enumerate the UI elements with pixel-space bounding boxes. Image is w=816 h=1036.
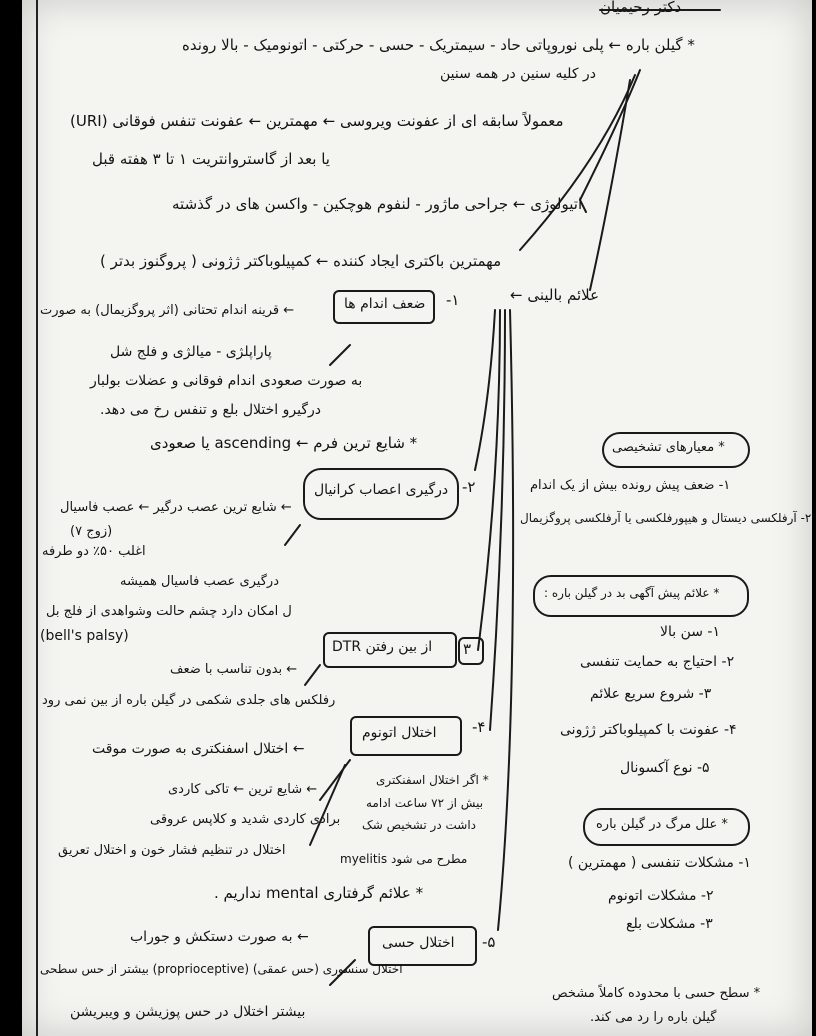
item2-sub3: درگیری عصب فاسیال همیشه (120, 574, 279, 589)
panel3-item2: ۲- مشکلات اتونوم (608, 888, 714, 904)
item2-sub1: (زوج ۷) (70, 524, 113, 539)
item3-box-label: از بین رفتن DTR (332, 639, 433, 655)
panel3-title: * علل مرگ در گیلن باره (596, 817, 728, 832)
item4-sub3: اختلال در تنظیم فشار خون و اختلال تعریق (58, 843, 286, 858)
uri-abbr: (URI) (70, 112, 108, 130)
intro-line-3 (70, 112, 564, 130)
item2-number: ۲- (462, 478, 476, 496)
author-name: دکتر رحیمیان (600, 0, 682, 16)
page-margin-line (36, 0, 38, 1036)
panel2-item4: ۴- عفونت با کمپیلوباکتر ژژونی (560, 722, 737, 738)
item1-sub2: به صورت صعودی اندام فوقانی و عضلات بولبار (90, 373, 363, 389)
panel2-title: * علائم پیش آگهی بد در گیلن باره : (544, 586, 720, 600)
item1-description: ← قرینه اندام تحتانی (اثر پروگزیمال) به صورت (40, 303, 295, 318)
item4-box-label: اختلال اتونوم (362, 725, 437, 741)
panel2-item5: ۵- نوع آکسونال (620, 760, 710, 776)
panel2-item2: ۲- احتیاج به حمایت تنفسی (580, 654, 735, 670)
item5-sub1-suffix: بیشتر از حس سطحی (40, 962, 149, 976)
item2-box-label: درگیری اعصاب کرانیال (314, 482, 449, 498)
item2-sub4: ل امکان دارد چشم حالت وشواهدی از فلج بل (46, 604, 292, 619)
myelitis-term: myelitis (340, 852, 388, 866)
item1-sub1: پاراپلژی - میالژی و فلج شل (110, 344, 272, 360)
intro-line-5: اتیولوژی ← جراحی ماژور - لنفوم هوچکین - واکسن های در گذشته (172, 195, 583, 213)
intro-line-2: در کلیه سنین در همه سنین (440, 66, 596, 82)
item4-sub4 (214, 884, 423, 902)
item1-sub4 (150, 434, 417, 452)
item4-note4-prefix: مطرح می شود (390, 852, 468, 866)
item2-sub2: اغلب ۵۰٪ دو طرفه (42, 544, 146, 559)
intro-line-4: یا بعد از گاستروانتریت ۱ تا ۳ هفته قبل (92, 150, 330, 168)
item2-description: ← شایع ترین عصب درگیر ← عصب فاسیال (60, 500, 292, 515)
item1-number: ۱- (446, 291, 460, 309)
item1-sub4-prefix: * شایع ترین فرم ← (295, 434, 418, 452)
item3-sub1: ← بدون تناسب با ضعف (170, 662, 298, 677)
mental-term: mental (265, 884, 319, 902)
item4-sub2: برادی کاردی شدید و کلاپس عروقی (150, 812, 341, 827)
item4-note3: داشت در تشخیص شک (362, 818, 477, 832)
item4-sub1: ← شایع ترین ← تاکی کاردی (168, 782, 318, 797)
item4-sub4-suffix: نداریم . (214, 884, 262, 902)
signs-label: علائم بالینی ← (510, 286, 600, 304)
item3-sub2: رفلکس های جلدی شکمی در گیلن باره از بین نمی رود (42, 693, 336, 708)
ascending-term: ascending (214, 434, 292, 452)
item4-note1: * اگر اختلال اسفنکتری (376, 773, 489, 787)
panel1-item2: ۲- آرفلکسی دیستال و هیپورفلکسی یا آرفلکسی پروگزیمال (520, 511, 812, 525)
item5-sub2: بیشتر اختلال در حس پوزیشن و ویبریشن (70, 1004, 306, 1020)
panel3-item3: ۳- مشکلات بلع (626, 916, 713, 932)
item4-description: ← اختلال اسفنکتری به صورت موقت (92, 741, 305, 757)
panel2-item1: ۱- سن بالا (660, 624, 721, 640)
panel1-title: * معیارهای تشخیصی (612, 440, 725, 455)
item5-box-label: اختلال حسی (382, 935, 455, 951)
panel1-item1: ۱- ضعف پیش رونده بیش از یک اندام (530, 478, 731, 493)
item4-number: ۴- (472, 718, 486, 736)
item1-sub4-suffix: یا صعودی (150, 434, 210, 452)
intro-line-1: * گیلن باره ← پلی نوروپاتی حاد - سیمتریک - حسی - حرکتی - اتونومیک - بالا رونده (182, 36, 695, 54)
item3-number: ۳ (463, 640, 472, 658)
item4-sub4-prefix: * علائم گرفتاری (323, 884, 424, 902)
intro-line-6: مهمترین باکتری ایجاد کننده ← کمپیلوباکتر ژژونی ( پروگنوز بدتر ) (100, 252, 502, 270)
item1-sub3: درگیرو اختلال بلع و تنفس رخ می دهد. (100, 402, 321, 418)
panel3-item1: ۱- مشکلات تنفسی ( مهمترین ) (568, 855, 751, 871)
item5-sub1-prefix: اختلال سنسوری (حس عمقی) (252, 962, 403, 976)
item5-description: ← به صورت دستکش و جوراب (130, 929, 309, 945)
footer-note-line1: * سطح حسی با محدوده کاملاً مشخص (552, 986, 761, 1001)
panel2-item3: ۳- شروع سریع علائم (590, 686, 712, 702)
proprioceptive-term: (proprioceptive) (152, 962, 250, 976)
item5-number: ۵- (482, 933, 496, 951)
item4-note4 (340, 852, 467, 866)
item5-sub1 (40, 962, 403, 976)
item1-box-label: ضعف اندام ها (344, 296, 426, 312)
item4-note2: بیش از ۷۲ ساعت ادامه (366, 796, 484, 810)
item2-sub5: (bell's palsy) (40, 628, 129, 644)
intro-line-3-text: معمولاً سابقه ای از عفونت ویروسی ← مهمترین ← عفونت تنفس فوقانی (112, 112, 564, 130)
footer-note-line2: گیلن باره را رد می کند. (590, 1010, 717, 1025)
